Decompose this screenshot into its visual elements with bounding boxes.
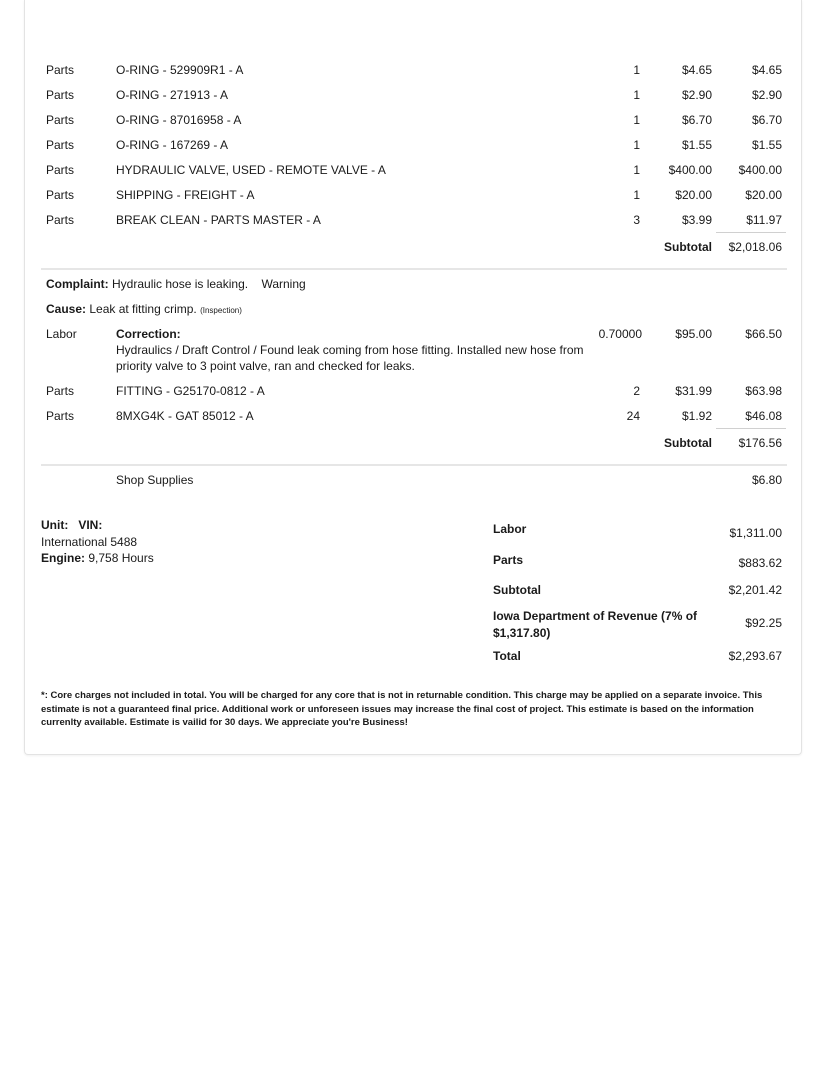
complaint-label: Complaint: xyxy=(46,277,109,291)
row-type: Parts xyxy=(46,163,75,177)
complaint-text: Hydraulic hose is leaking. xyxy=(112,277,249,291)
engine-value: 9,758 Hours xyxy=(88,551,154,565)
cause-text: Leak at fitting crimp. xyxy=(89,302,197,316)
row-description: O-RING - 167269 - A xyxy=(116,138,229,152)
table-row xyxy=(0,213,828,231)
totals-labor-label: Labor xyxy=(493,522,527,536)
correction-text: Hydraulics / Draft Control / Found leak coming from hose fitting. Installed new hose from priority valve to 3 point valve, ran and checked for leaks. xyxy=(116,343,584,373)
section-divider xyxy=(41,268,787,270)
subtotal-row xyxy=(0,436,828,454)
row-amount: $400.00 xyxy=(738,163,782,177)
row-type: Parts xyxy=(46,138,75,152)
engine-label: Engine: xyxy=(41,551,85,565)
row-type: Parts xyxy=(46,88,75,102)
row-qty: 1 xyxy=(633,63,640,77)
row-type: Parts xyxy=(46,409,75,423)
row-description: FITTING - G25170-0812 - A xyxy=(116,384,265,398)
row-type: Parts xyxy=(46,63,75,77)
totals-labor-value: $1,311.00 xyxy=(729,526,782,540)
row-description: 8MXG4K - GAT 85012 - A xyxy=(116,409,254,423)
subtotal-rule xyxy=(716,232,786,233)
totals-parts-value: $883.62 xyxy=(738,556,782,570)
totals-subtotal-value: $2,201.42 xyxy=(728,583,782,597)
row-description: O-RING - 271913 - A xyxy=(116,88,229,102)
row-type: Parts xyxy=(46,384,75,398)
row-amount: $11.97 xyxy=(746,213,782,227)
subtotal-value: $2,018.06 xyxy=(728,240,782,254)
shop-supplies-label: Shop Supplies xyxy=(116,473,194,487)
row-amount: $4.65 xyxy=(751,63,782,77)
complaint-line xyxy=(0,277,828,295)
cause-line xyxy=(0,302,828,320)
subtotal-rule xyxy=(716,428,786,429)
row-amount: $20.00 xyxy=(745,188,782,202)
section-divider xyxy=(41,464,787,466)
row-qty: 1 xyxy=(633,138,640,152)
subtotal-label: Subtotal xyxy=(664,240,712,254)
unit-model: International 5488 xyxy=(41,534,138,549)
shop-supplies-value: $6.80 xyxy=(751,473,782,487)
labor-rate: $95.00 xyxy=(675,327,712,341)
row-amount: $46.08 xyxy=(745,409,782,423)
row-description: HYDRAULIC VALVE, USED - REMOTE VALVE - A xyxy=(116,163,386,177)
row-amount: $1.55 xyxy=(751,138,782,152)
row-description: O-RING - 529909R1 - A xyxy=(116,63,244,77)
row-amount: $2.90 xyxy=(751,88,782,102)
row-amount: $6.70 xyxy=(751,113,782,127)
unit-label: Unit: xyxy=(41,518,69,532)
row-qty: 1 xyxy=(633,188,640,202)
row-type: Parts xyxy=(46,213,75,227)
totals-total-value: $2,293.67 xyxy=(728,649,782,663)
warning-badge: Warning xyxy=(261,277,306,291)
totals-tax-label xyxy=(493,608,697,641)
totals-subtotal-label: Subtotal xyxy=(493,583,541,597)
totals-tax-value: $92.25 xyxy=(745,616,782,630)
vin-label: VIN: xyxy=(78,518,103,532)
row-type: Labor xyxy=(46,327,77,341)
row-rate: $400.00 xyxy=(668,163,712,177)
labor-hours: 0.70000 xyxy=(598,327,642,341)
row-type: Parts xyxy=(46,188,75,202)
subtotal-label: Subtotal xyxy=(664,436,712,450)
subtotal-row xyxy=(0,240,828,258)
shop-supplies-row xyxy=(0,473,828,491)
totals-parts-label: Parts xyxy=(493,553,524,567)
cause-note: (Inspection) xyxy=(200,306,242,315)
row-amount: $63.98 xyxy=(745,384,782,398)
row-rate: $1.92 xyxy=(681,409,712,423)
row-qty: 1 xyxy=(633,163,640,177)
row-type: Parts xyxy=(46,113,75,127)
table-row xyxy=(0,113,828,131)
row-qty: 24 xyxy=(626,409,640,423)
tax-label-line2: $1,317.80) xyxy=(493,625,551,640)
subtotal-value: $176.56 xyxy=(738,436,782,450)
table-row xyxy=(0,163,828,181)
row-rate: $31.99 xyxy=(675,384,712,398)
table-row xyxy=(0,63,828,81)
correction-label: Correction: xyxy=(116,327,181,341)
footnote: *: Core charges not included in total. You will be charged for any core that is not in returnable condition. This charge may be applied on a separate invoice. This estimate is not a guaranteed final price. Additional work or unforeseen issues may increase the final cost of project. This estimate is based on the information currenlty available. Estimate is vailid for 30 days. We appreciate you're Business! xyxy=(41,690,763,728)
row-rate: $6.70 xyxy=(681,113,712,127)
row-rate: $4.65 xyxy=(681,63,712,77)
row-description: BREAK CLEAN - PARTS MASTER - A xyxy=(116,213,321,227)
row-description: SHIPPING - FREIGHT - A xyxy=(116,188,255,202)
row-rate: $1.55 xyxy=(681,138,712,152)
table-row xyxy=(0,384,828,402)
row-description: O-RING - 87016958 - A xyxy=(116,113,242,127)
row-rate: $20.00 xyxy=(675,188,712,202)
cause-label: Cause: xyxy=(46,302,87,316)
tax-label-line1: Iowa Department of Revenue (7% of xyxy=(493,609,698,623)
table-row xyxy=(0,88,828,106)
table-row xyxy=(0,188,828,206)
totals-total-label: Total xyxy=(493,649,521,663)
table-row xyxy=(0,409,828,427)
table-row xyxy=(0,138,828,156)
unit-info xyxy=(41,517,154,567)
row-rate: $2.90 xyxy=(681,88,712,102)
row-qty: 3 xyxy=(633,213,640,227)
row-qty: 2 xyxy=(633,384,640,398)
row-qty: 1 xyxy=(633,113,640,127)
labor-amount: $66.50 xyxy=(745,327,782,341)
row-qty: 1 xyxy=(633,88,640,102)
row-rate: $3.99 xyxy=(681,213,712,227)
